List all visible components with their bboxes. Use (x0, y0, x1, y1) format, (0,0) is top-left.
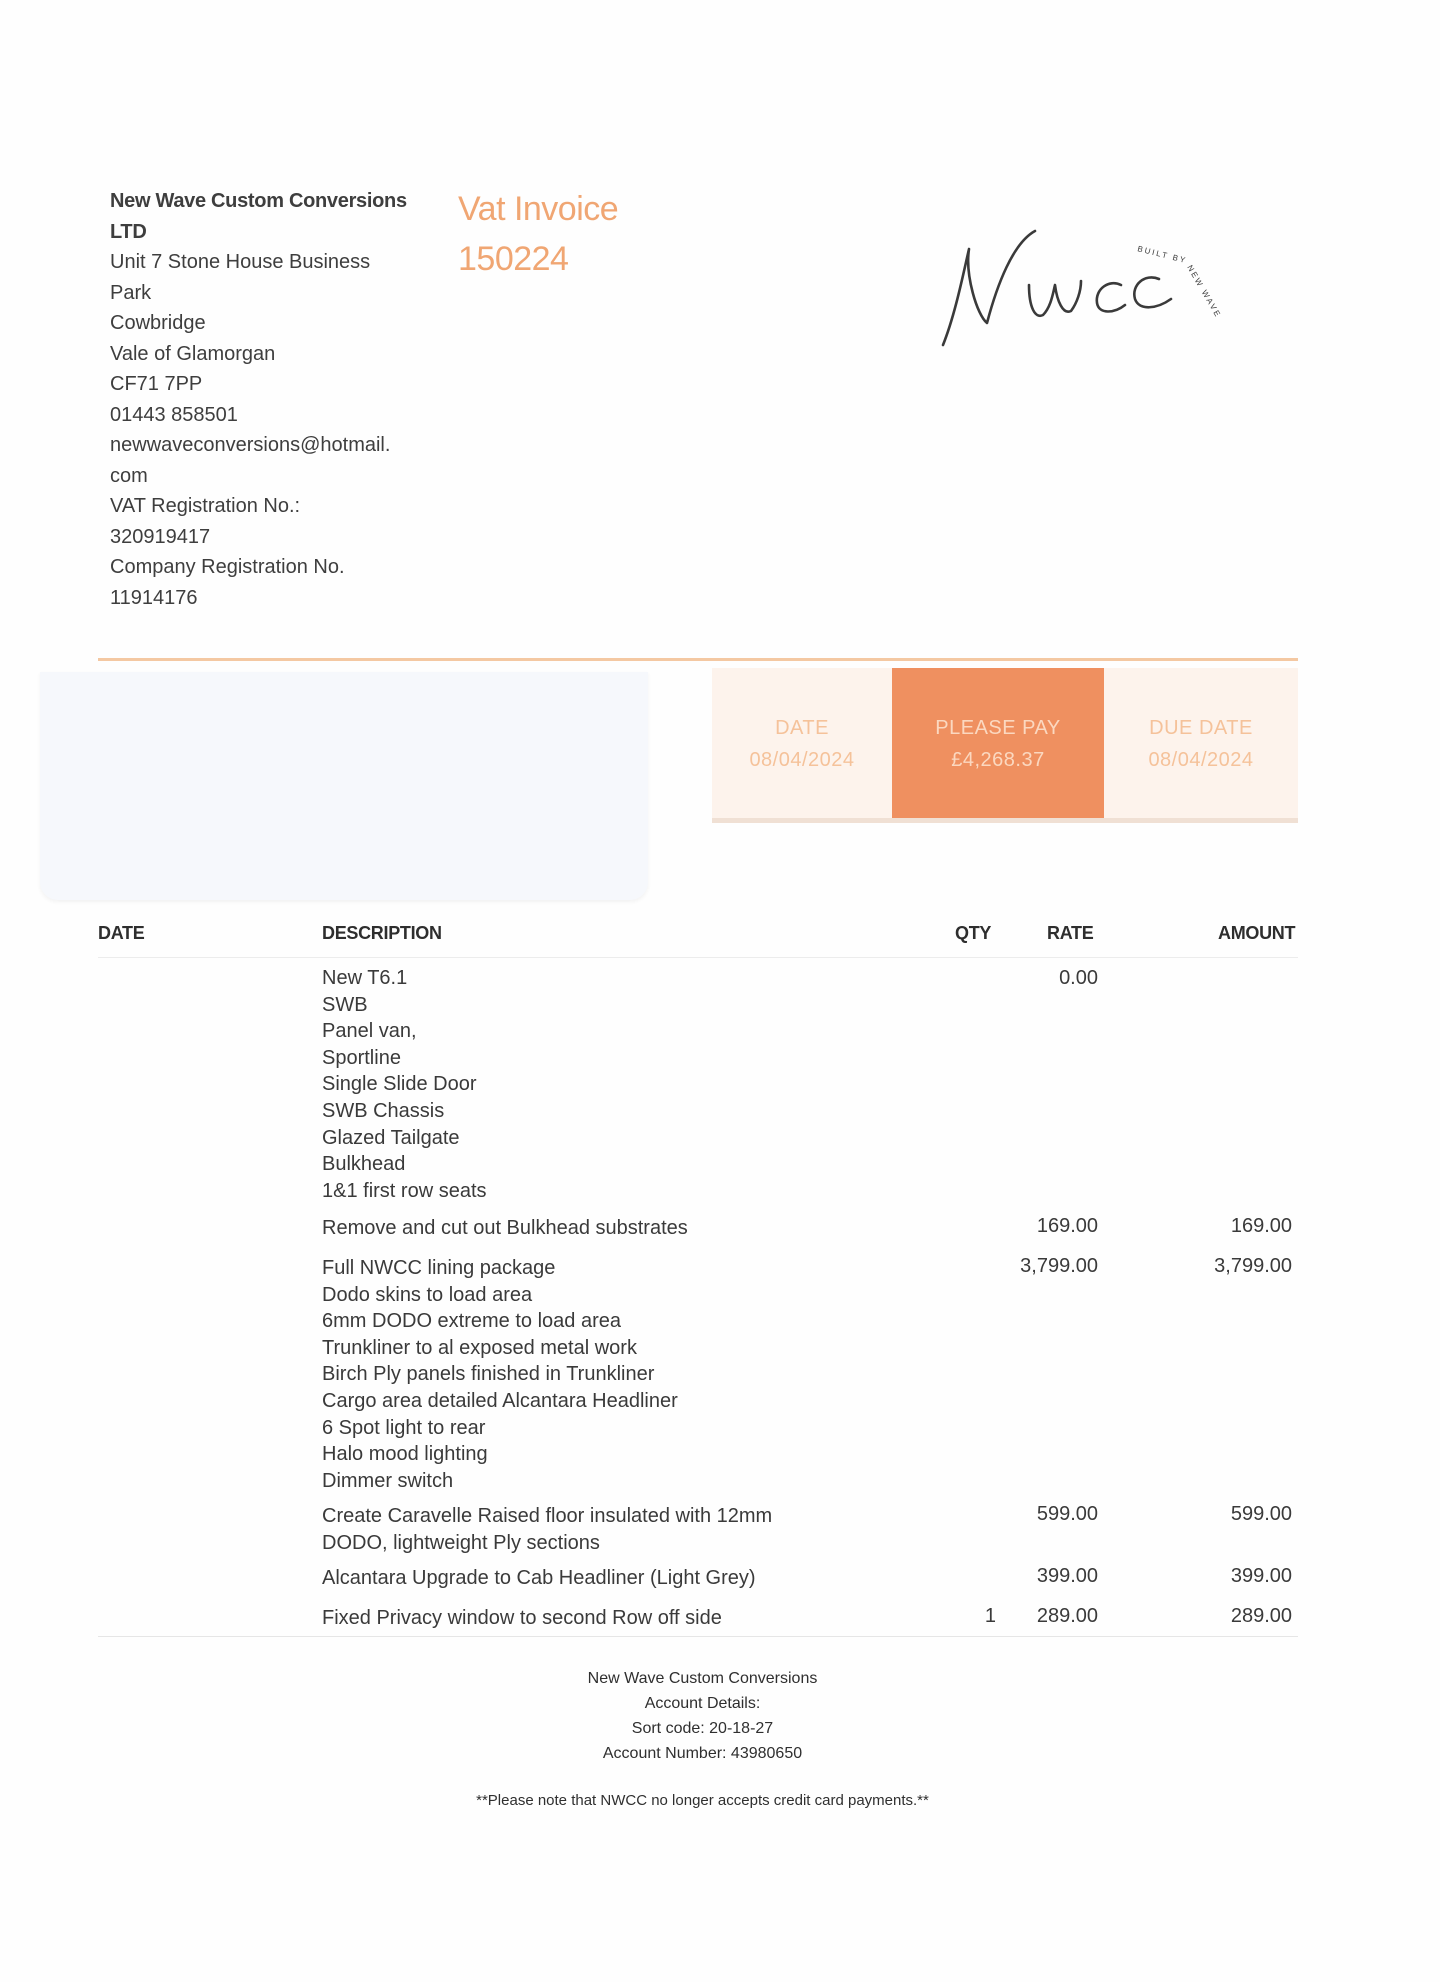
footer-account-details-label: Account Details: (644, 1695, 761, 1712)
description-line: Halo mood lighting (322, 1443, 488, 1466)
logo-ring-text: BUILT BY (1136, 244, 1189, 266)
table-row-amount: 599.00 (1230, 1503, 1292, 1525)
invoice-date-box (712, 668, 892, 823)
table-row-amount: 289.00 (1230, 1605, 1292, 1627)
summary-underline (712, 818, 1298, 823)
address-county: Vale of Glamorgan (110, 342, 276, 365)
table-row-rate: 0.00 (1059, 967, 1098, 989)
description-line: Remove and cut out Bulkhead substrates (322, 1217, 688, 1239)
table-row-rate: 169.00 (1036, 1215, 1098, 1237)
company-name-line-1: New Wave Custom Conversions (110, 190, 407, 212)
table-row-description (322, 1255, 678, 1494)
table-row-rate: 599.00 (1036, 1503, 1098, 1525)
please-pay-label: PLEASE PAY (935, 717, 1061, 739)
col-header-date: DATE (98, 923, 145, 943)
table-row-description (322, 1503, 772, 1556)
description-line: Dodo skins to load area (322, 1283, 533, 1306)
footer-sort-code: Sort code: 20-18-27 (631, 1720, 774, 1737)
company-registration-label: Company Registration No. (110, 556, 345, 578)
table-header-divider (98, 957, 1298, 958)
description-line: Bulkhead (322, 1153, 406, 1176)
description-line: Cargo area detailed Alcantara Headliner (322, 1389, 678, 1412)
address-line: Unit 7 Stone House Business (110, 251, 371, 273)
invoice-title (458, 184, 618, 284)
table-row-description (322, 1215, 688, 1242)
description-line: 6 Spot light to rear (322, 1416, 486, 1439)
header-divider (98, 658, 1298, 661)
bank-details (0, 1666, 1405, 1766)
description-line: Trunkliner to al exposed metal work (322, 1336, 637, 1359)
col-header-qty: QTY (955, 923, 992, 943)
company-email: newwaveconversions@hotmail. (110, 434, 391, 456)
due-date-value: 08/04/2024 (1148, 749, 1254, 771)
table-row-rate: 399.00 (1036, 1565, 1098, 1587)
description-line: Glazed Tailgate (322, 1126, 460, 1149)
description-line: Birch Ply panels finished in Trunkliner (322, 1363, 655, 1386)
nwcc-logo (925, 215, 1245, 365)
due-date-box (1104, 668, 1298, 823)
description-line: Fixed Privacy window to second Row off side (322, 1607, 722, 1629)
description-line: Full NWCC lining package (322, 1257, 556, 1279)
address-town: Cowbridge (110, 312, 206, 334)
description-line: 6mm DODO extreme to load area (322, 1310, 621, 1333)
payment-note: **Please note that NWCC no longer accepts credit card payments.** (476, 1792, 929, 1809)
col-header-description: DESCRIPTION (322, 923, 442, 943)
footer-account-number: Account Number: 43980650 (602, 1745, 803, 1762)
company-registration-number: 11914176 (110, 586, 198, 609)
description-line: Alcantara Upgrade to Cab Headliner (Light Grey) (322, 1567, 756, 1589)
company-name-line-2: LTD (110, 220, 147, 243)
table-row-qty: 1 (984, 1605, 996, 1627)
please-pay-amount: £4,268.37 (951, 749, 1045, 771)
footer-company-name: New Wave Custom Conversions (587, 1670, 818, 1687)
vat-registration-number: 320919417 (110, 525, 211, 548)
svg-text:NEW WAVE: NEW WAVE (1185, 263, 1223, 320)
invoice-number: 150224 (458, 240, 569, 278)
address-postcode: CF71 7PP (110, 373, 203, 395)
description-line: Single Slide Door (322, 1073, 477, 1096)
table-row-description (322, 1605, 722, 1632)
vat-registration-label: VAT Registration No.: (110, 495, 301, 517)
please-pay-box (892, 668, 1104, 823)
table-row-rate: 289.00 (1036, 1605, 1098, 1627)
table-row-amount: 169.00 (1230, 1215, 1292, 1237)
description-line: Dimmer switch (322, 1469, 454, 1492)
table-row-rate: 3,799.00 (1020, 1255, 1098, 1277)
company-email-cont: com (110, 464, 148, 487)
description-line: SWB (322, 993, 368, 1016)
table-row-amount: 3,799.00 (1214, 1255, 1292, 1277)
invoice-date-value: 08/04/2024 (749, 749, 855, 771)
invoice-date-label: DATE (775, 717, 829, 739)
description-line: Sportline (322, 1046, 401, 1069)
col-header-amount: AMOUNT (1218, 923, 1296, 943)
table-bottom-divider (98, 1636, 1298, 1637)
company-details (110, 186, 440, 613)
description-line: Create Caravelle Raised floor insulated with 12mm (322, 1505, 773, 1527)
description-line: Panel van, (322, 1020, 417, 1043)
description-line: New T6.1 (322, 967, 408, 989)
table-row-description (322, 965, 487, 1204)
col-header-rate: RATE (1047, 923, 1094, 943)
address-line: Park (110, 281, 152, 304)
company-phone: 01443 858501 (110, 403, 238, 426)
description-line: 1&1 first row seats (322, 1179, 487, 1202)
recipient-address-window (40, 672, 648, 900)
due-date-label: DUE DATE (1149, 717, 1253, 739)
description-line: DODO, lightweight Ply sections (322, 1531, 600, 1554)
description-line: SWB Chassis (322, 1099, 445, 1122)
invoice-title-text: Vat Invoice (458, 190, 619, 228)
table-row-description (322, 1565, 756, 1592)
table-row-amount: 399.00 (1230, 1565, 1292, 1587)
